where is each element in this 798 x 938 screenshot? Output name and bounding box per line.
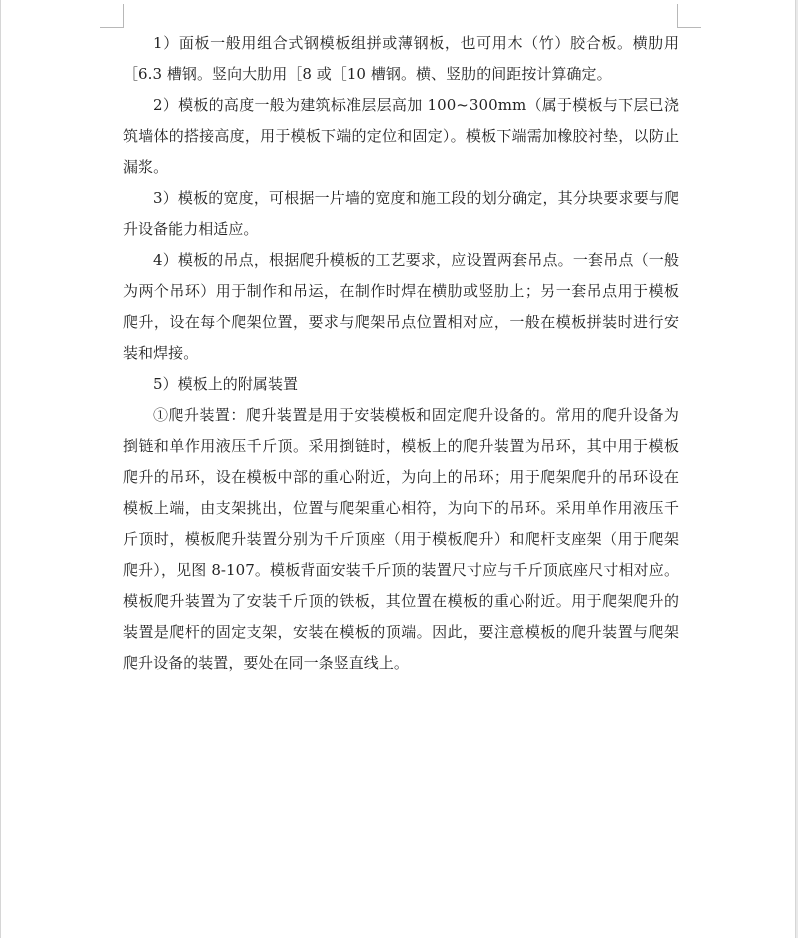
paragraph-2: 2）模板的高度一般为建筑标准层层高加 100~300mm（属于模板与下层已浇筑墙体的搭接高度，用于模板下端的定位和固定）。模板下端需加橡胶衬垫，以防止漏浆。	[123, 96, 679, 176]
paragraph-5-heading: 5）模板上的附属装置	[153, 375, 299, 393]
paragraph-3: 3）模板的宽度，可根据一片墙的宽度和施工段的划分确定，其分块要求要与爬升设备能力相适应。	[123, 189, 679, 238]
crop-mark-top-right	[677, 4, 701, 28]
document-body[interactable]	[123, 28, 679, 679]
crop-mark-top-left	[100, 4, 124, 28]
paragraph-1: 1）面板一般用组合式钢模板组拼或薄钢板，也可用木（竹）胶合板。横肋用［6.3 槽钢。竖向大肋用［8 或［10 槽钢。横、竖肋的间距按计算确定。	[123, 34, 679, 83]
paragraph-4: 4）模板的吊点，根据爬升模板的工艺要求，应设置两套吊点。一套吊点（一般为两个吊环）用于制作和吊运，在制作时焊在横肋或竖肋上；另一套吊点用于模板爬升，设在每个爬架位置，要求与爬架吊点位置相对应，一般在模板拼装时进行安装和焊接。	[123, 251, 679, 362]
paragraph-6: ①爬升装置：爬升装置是用于安装模板和固定爬升设备的。常用的爬升设备为捯链和单作用液压千斤顶。采用捯链时，模板上的爬升装置为吊环，其中用于模板爬升的吊环，设在模板中部的重心附近，为向上的吊环；用于爬架爬升的吊环设在模板上端，由支架挑出，位置与爬架重心相符，为向下的吊环。采用单作用液压千斤顶时，模板爬升装置分别为千斤顶座（用于模板爬升）和爬杆支座架（用于爬架爬升），见图 8-107。模板背面安装千斤顶的装置尺寸应与千斤顶底座尺寸相对应。模板爬升装置为了安装千斤顶的铁板，其位置在模板的重心附近。用于爬架爬升的装置是爬杆的固定支架，安装在模板的顶端。因此，要注意模板的爬升装置与爬架爬升设备的装置，要处在同一条竖直线上。	[123, 406, 679, 672]
